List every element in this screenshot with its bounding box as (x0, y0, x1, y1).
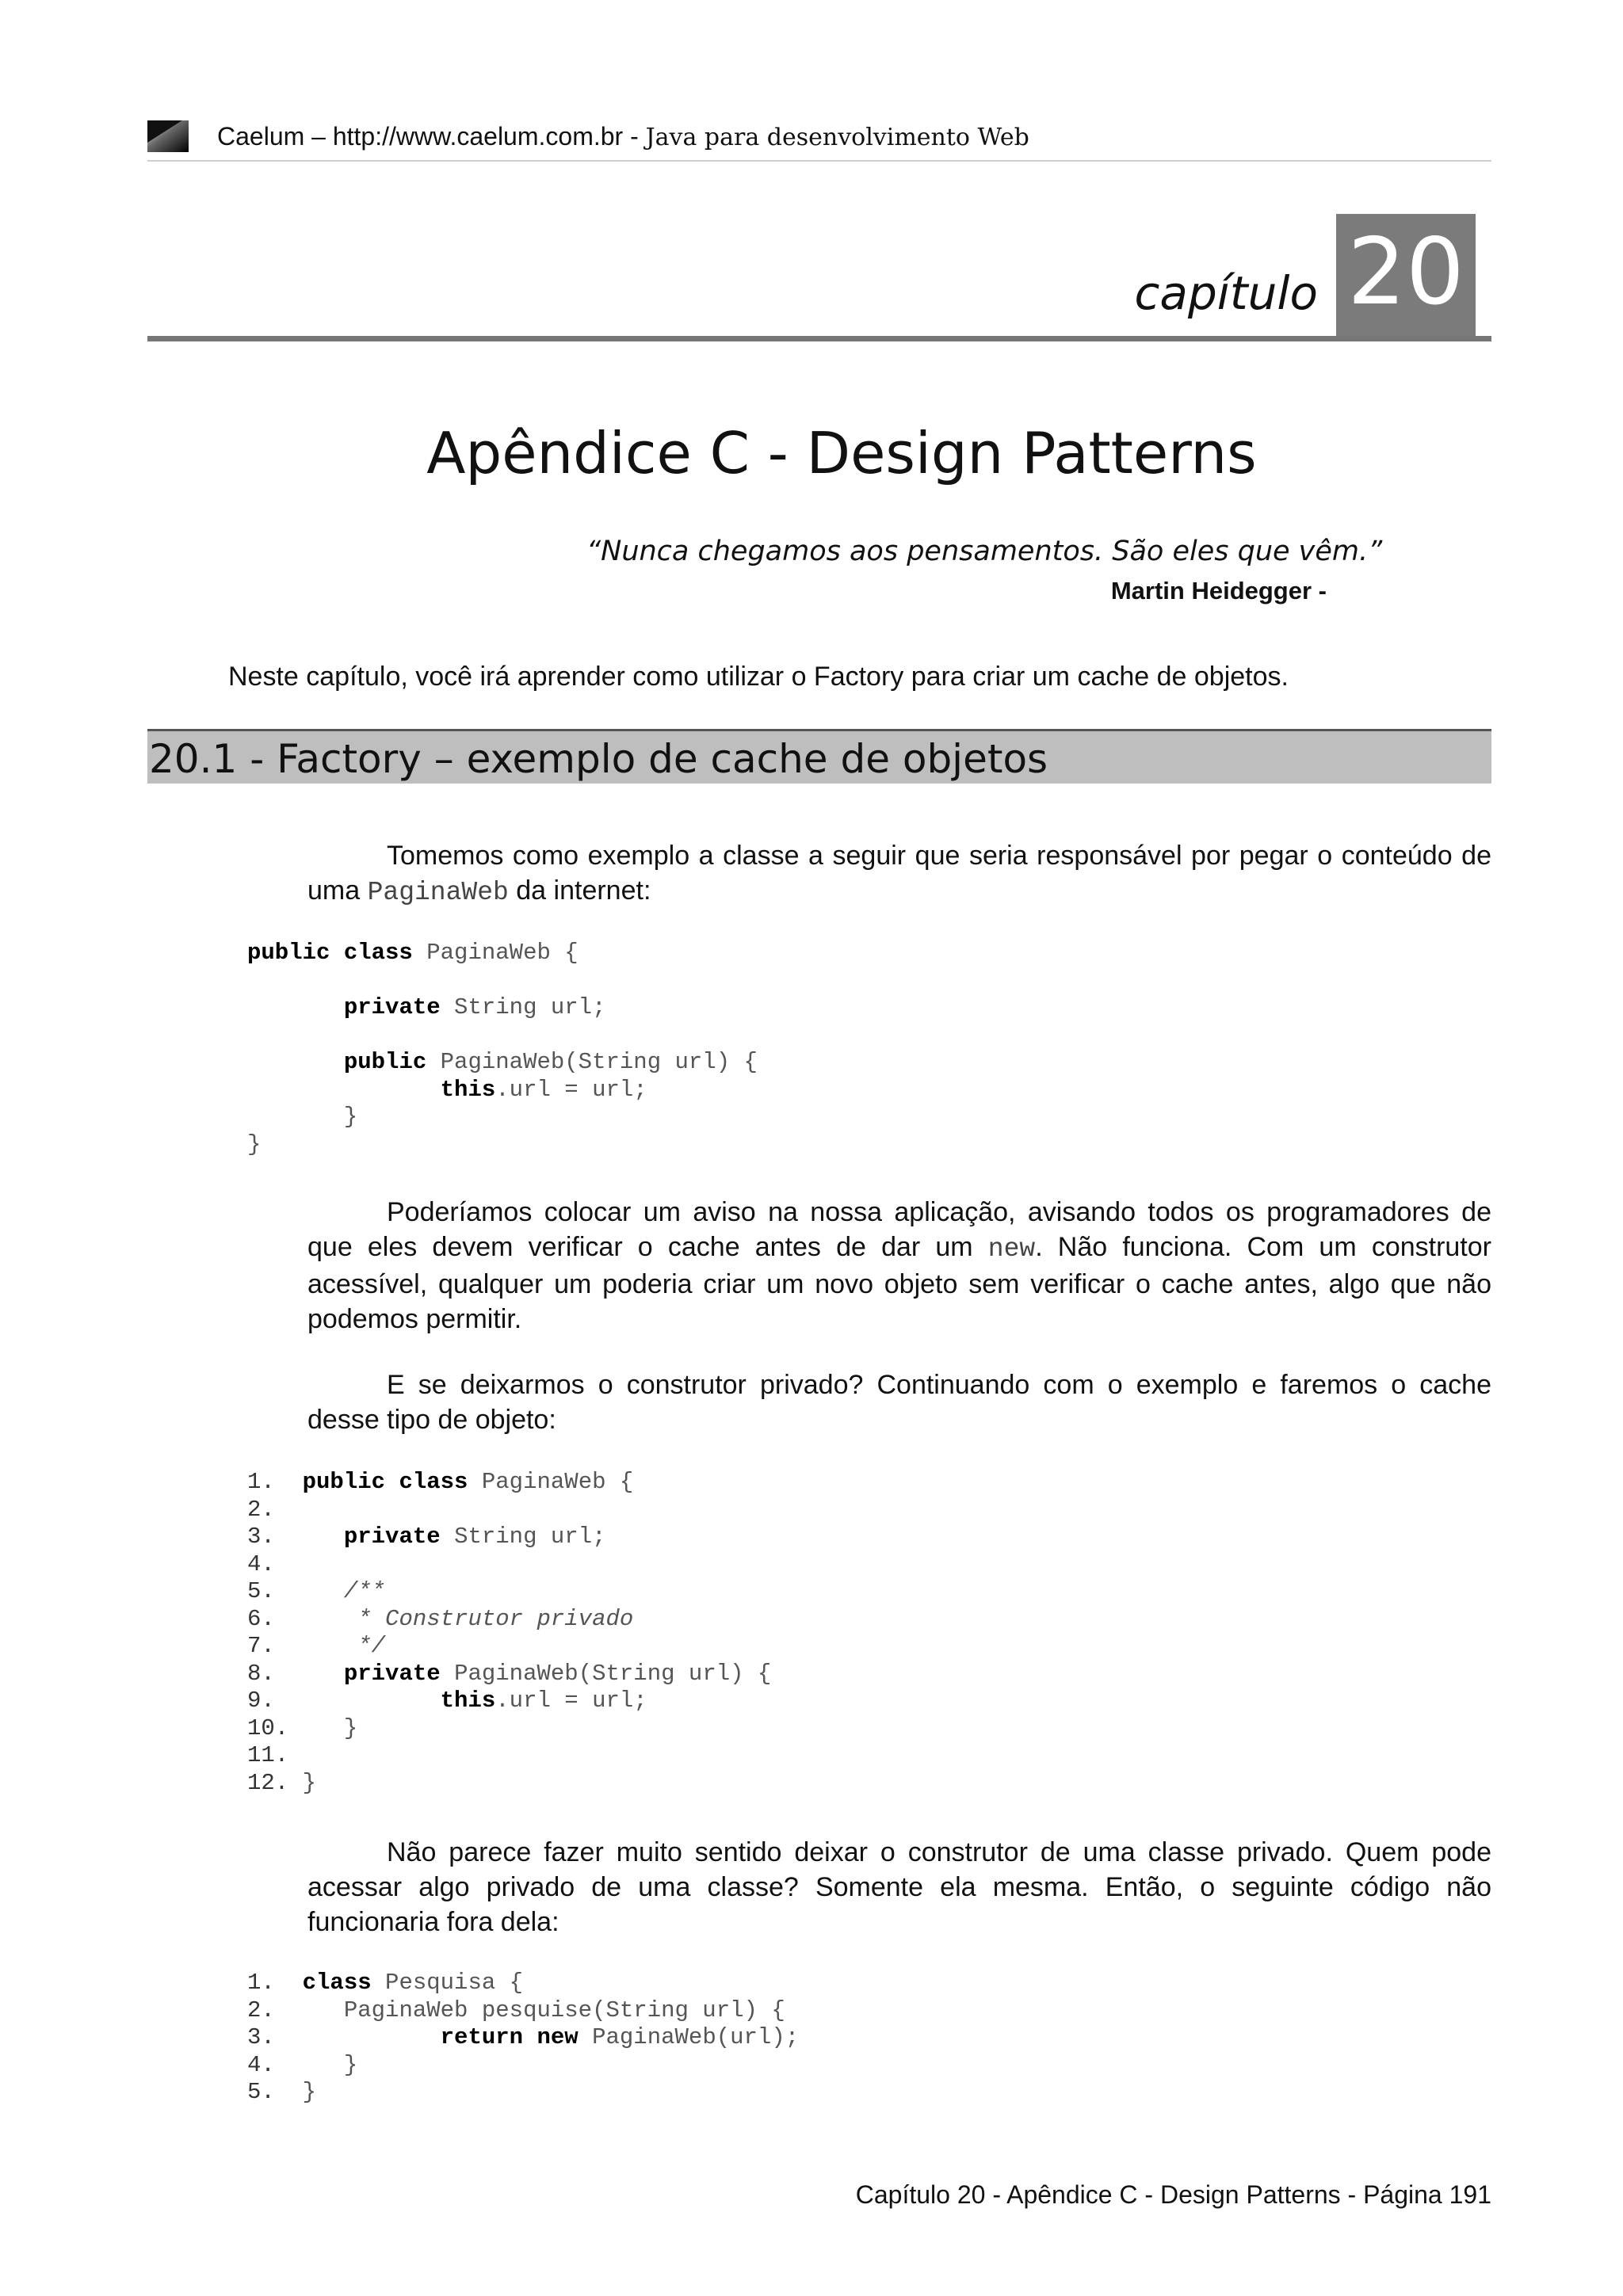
code-block-2 (247, 1469, 771, 1797)
code-keyword: public class (247, 940, 413, 966)
paragraph-1 (307, 838, 1491, 910)
chapter-number: 20 (1347, 219, 1465, 326)
code-token (303, 2024, 441, 2050)
code-token: PaginaWeb { (412, 940, 579, 966)
inline-code: new (987, 1234, 1036, 1264)
code-line (247, 1497, 275, 1523)
code-line (247, 1997, 785, 2023)
code-line (247, 994, 606, 1020)
code-token: } (302, 2079, 317, 2105)
code-line (247, 1661, 771, 1687)
code-line (247, 1524, 606, 1550)
code-token (247, 1077, 441, 1103)
code-line (247, 1715, 357, 1741)
header-book-title: Java para desenvolvimento Web (645, 124, 1029, 151)
paragraph-2-text-end: . Não funciona. Com um construtor acessível, qualquer um poderia criar um novo objeto sem verificar o cache antes, algo que não podemos permitir. (307, 1232, 1491, 1334)
code-keyword: private (343, 994, 441, 1020)
code-block-1 (247, 940, 758, 1158)
code-token: .url = url; (495, 1076, 647, 1103)
code-keyword: return new (440, 2024, 579, 2050)
section-title: 20.1 - Factory – exemplo de cache de objetos (149, 736, 1048, 782)
line-number: 12. (247, 1769, 303, 1796)
epigraph-author: Martin Heidegger - (1110, 577, 1327, 605)
code-token: * Construtor privado (302, 1605, 634, 1632)
paragraph-2-text: Poderíamos colocar um aviso na nossa aplicação, avisando todos os programadores de que eles devem verificar o cache antes de dar um (307, 1197, 1491, 1262)
chapter-rule (147, 336, 1491, 341)
code-token: /** (302, 1578, 386, 1604)
paragraph-2 (307, 1195, 1491, 1337)
page-footer: Capítulo 20 - Apêndice C - Design Patterns - Página 191 (855, 2180, 1491, 2209)
code-keyword: public (343, 1049, 427, 1075)
code-token: */ (302, 1633, 386, 1659)
line-number: 3. (247, 1524, 303, 1550)
paragraph-1-text: Tomemos como exemplo a classe a seguir que seria responsável por pegar o conteúdo de uma (307, 841, 1491, 906)
code-token: String url; (440, 1524, 606, 1550)
code-token: } (302, 2051, 358, 2078)
line-number: 7. (247, 1633, 303, 1659)
code-line (247, 1551, 275, 1577)
code-line (247, 1469, 633, 1495)
line-number: 8. (247, 1660, 303, 1687)
code-token: PaginaWeb { (468, 1469, 634, 1495)
code-line (247, 1131, 261, 1158)
code-keyword: private (343, 1660, 441, 1687)
line-number: 6. (247, 1605, 303, 1632)
code-keyword: public class (302, 1469, 468, 1495)
code-token: } (247, 1131, 262, 1158)
code-keyword: this (440, 1076, 496, 1103)
code-token: PaginaWeb(url); (578, 2024, 800, 2050)
line-number: 10. (247, 1714, 303, 1741)
code-keyword: this (440, 1688, 496, 1714)
code-token: } (302, 1769, 317, 1796)
paragraph-3: E se deixarmos o construtor privado? Continuando com o exemplo e faremos o cache desse tipo de objeto: (307, 1370, 1491, 1435)
line-number: 1. (247, 1469, 303, 1495)
line-number: 5. (247, 2079, 303, 2105)
line-number: 1. (247, 1970, 303, 1996)
code-block-3 (247, 1970, 799, 2107)
code-line (247, 1606, 633, 1632)
code-token: PaginaWeb(String url) { (426, 1049, 758, 1075)
header-site: Caelum – http://www.caelum.com.br - (217, 122, 646, 151)
paragraph-1-text-end: da internet: (508, 875, 651, 906)
code-token: Pesquisa { (371, 1970, 524, 1996)
chapter-number-box (1336, 214, 1476, 341)
code-token (303, 1661, 344, 1687)
paragraph-4: Não parece fazer muito sentido deixar o construtor de uma classe privado. Quem pode acessar algo privado de uma classe? Somente ela mesma. Então, o seguinte código não funcionaria fora dela: (307, 1837, 1491, 1937)
chapter-label: capítulo (1134, 266, 1318, 320)
line-number: 3. (247, 2024, 303, 2050)
line-number: 11. (247, 1742, 289, 1768)
line-number: 4. (247, 2051, 303, 2078)
code-token: String url; (440, 994, 606, 1020)
header-text (217, 122, 1029, 151)
chapter-title: Apêndice C - Design Patterns (426, 420, 1257, 486)
epigraph-quote: “Nunca chegamos aos pensamentos. São eles que vêm.” (586, 536, 1383, 567)
inline-code: PaginaWeb (367, 878, 509, 907)
code-token: } (247, 1104, 358, 1130)
code-token (303, 1688, 441, 1714)
caelum-logo-icon (147, 120, 189, 152)
code-line (247, 1742, 288, 1768)
code-line (247, 1104, 357, 1130)
code-line (247, 2024, 799, 2050)
code-line (247, 1049, 758, 1075)
code-line (247, 1578, 385, 1604)
code-line (247, 2052, 357, 2078)
line-number: 5. (247, 1578, 303, 1604)
code-token (303, 1524, 344, 1550)
code-line (247, 1970, 523, 1996)
code-token: .url = url; (495, 1688, 647, 1714)
chapter-intro: Neste capítulo, você irá aprender como utilizar o Factory para criar um cache de objetos. (228, 662, 1289, 692)
code-token: } (302, 1714, 358, 1741)
code-token (247, 1049, 344, 1075)
code-line (247, 1633, 385, 1659)
section-heading-bar (147, 729, 1491, 784)
code-keyword: class (302, 1970, 372, 1996)
code-keyword: private (343, 1524, 441, 1550)
code-line (247, 1688, 647, 1714)
code-token (247, 994, 344, 1020)
code-line (247, 940, 579, 966)
code-line (247, 1077, 647, 1103)
code-token: PaginaWeb(String url) { (440, 1660, 772, 1687)
code-line (247, 1770, 316, 1796)
line-number: 9. (247, 1688, 303, 1714)
running-header (147, 117, 1491, 162)
code-token: PaginaWeb pesquise(String url) { (302, 1997, 785, 2023)
line-number: 4. (247, 1550, 275, 1577)
line-number: 2. (247, 1997, 303, 2023)
line-number: 2. (247, 1496, 275, 1523)
code-line (247, 2079, 316, 2105)
